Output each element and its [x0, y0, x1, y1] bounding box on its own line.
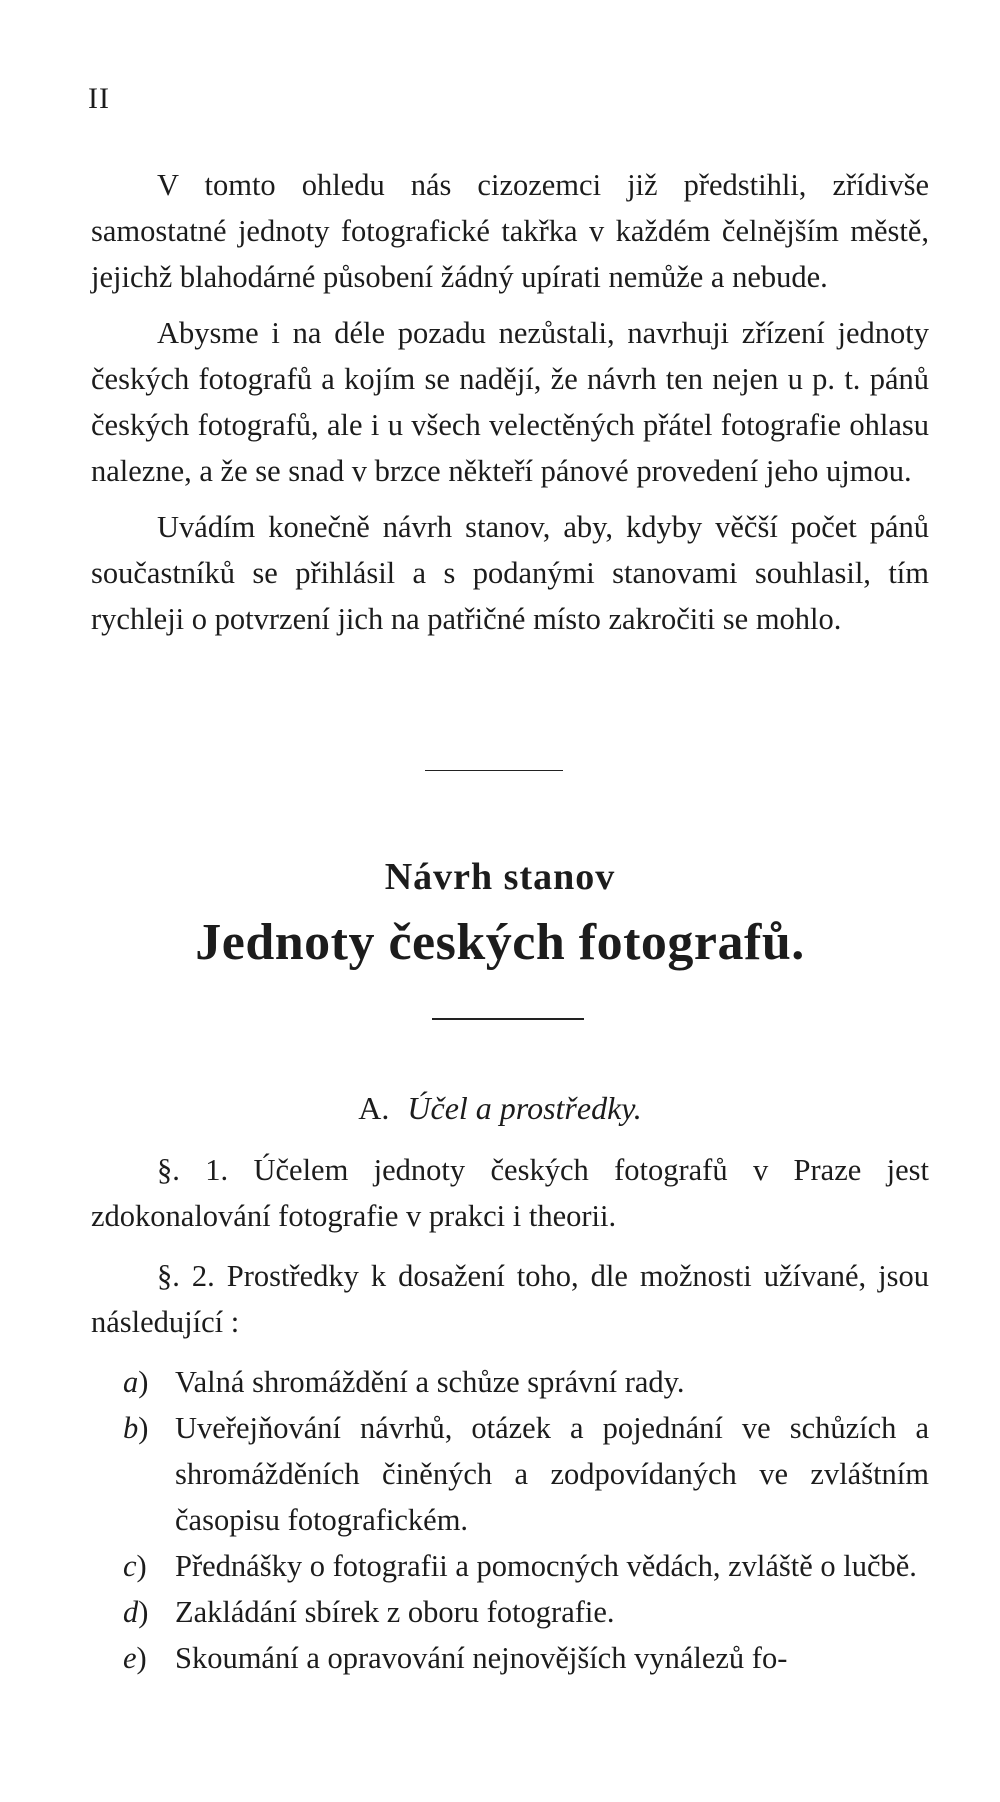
- intro-paragraph: Uvádím konečně návrh stanov, aby, kdyby věčší počet pánů součastníků se přihlásil a s podanými stanovami souhlasil, tím rychleji o potvrzení jich na patřičné místo zakročiti se mohlo.: [91, 510, 929, 636]
- item-marker: e): [123, 1641, 147, 1675]
- section-letter: A.: [358, 1090, 390, 1126]
- intro-section: [91, 162, 929, 652]
- item-text: Valná shromáždění a schůze správní rady.: [175, 1365, 685, 1399]
- heading-subtitle: Jednoty českých fotografů.: [195, 914, 805, 971]
- list-item: [91, 1589, 929, 1635]
- list-item: [91, 1635, 929, 1681]
- means-list: [91, 1359, 929, 1681]
- item-marker: c): [123, 1549, 147, 1583]
- item-text: Přednášky o fotografii a pomocných vědách, zvláště o lučbě.: [175, 1549, 917, 1583]
- item-marker: a): [123, 1365, 149, 1399]
- intro-paragraph: Abysme i na déle pozadu nezůstali, navrhuji zřízení jednoty českých fotografů a kojím se nadějí, že návrh ten nejen u p. t. pánů českých fotografů, ale i u všech velectěných přátel fotografie ohlasu nalezne, a že se snad v brzce někteří pánové provedení jeho ujmou.: [91, 316, 929, 488]
- item-text: Skoumání a opravování nejnovějších vynálezů fo-: [175, 1641, 788, 1675]
- intro-paragraph: V tomto ohledu nás cizozemci již předstihli, zřídivše samostatné jednoty fotografické takřka v každém čelnějším městě, jejichž blahodárné působení žádný upírati nemůže a nebude.: [91, 168, 929, 294]
- item-text: Zakládání sbírek z oboru fotografie.: [175, 1595, 615, 1629]
- list-item: [91, 1405, 929, 1543]
- section-title: Účel a prostředky.: [407, 1090, 642, 1126]
- item-text: Uveřejňování návrhů, otázek a pojednání ve schůzích a shromážděních činěných a zodpovídaných ve zvláštním časopisu fotografickém.: [175, 1411, 929, 1537]
- paragraph-2: §. 2. Prostředky k dosažení toho, dle možnosti užívané, jsou následující :: [91, 1259, 929, 1339]
- section-heading: [0, 1090, 1000, 1127]
- heading-title: Návrh stanov: [384, 856, 616, 898]
- list-item: [91, 1359, 929, 1405]
- heading-rule: [432, 1018, 584, 1020]
- page-number: II: [88, 82, 110, 115]
- item-marker: b): [123, 1411, 149, 1445]
- divider-rule: [425, 770, 563, 771]
- item-marker: d): [123, 1595, 149, 1629]
- paragraph-1: §. 1. Účelem jednoty českých fotografů v Praze jest zdokonalování fotografie v prakci i theorii.: [91, 1153, 929, 1233]
- statute-body: [91, 1147, 929, 1681]
- list-item: [91, 1543, 929, 1589]
